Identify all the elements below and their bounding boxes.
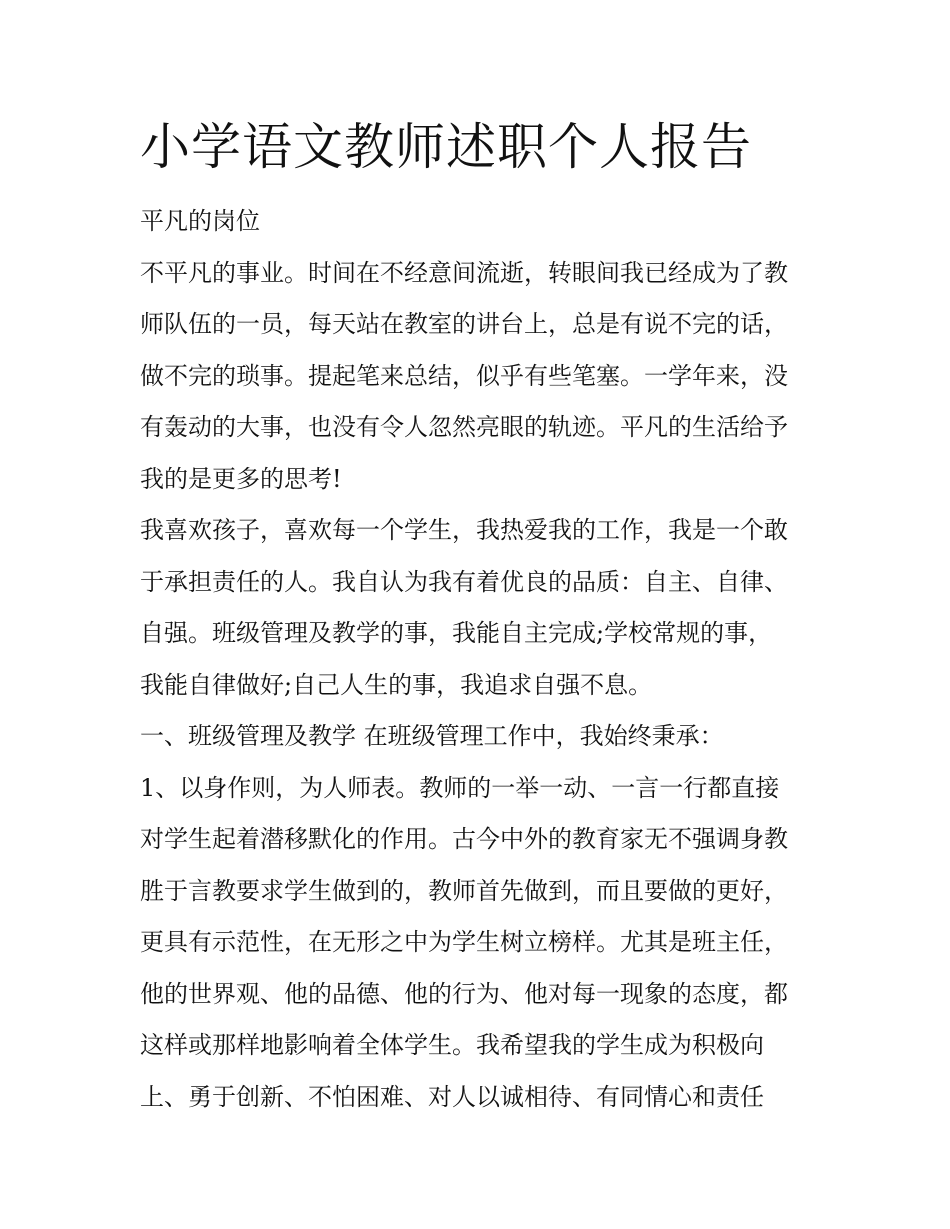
text-line: 一、班级管理及教学 在班级管理工作中，我始终秉承： [140,722,724,750]
text-line: 1、以身作则，为人师表。教师的一举一动、一言一行都直接 [140,773,780,802]
text-line: 师队伍的一员，每天站在教室的讲台上，总是有说不完的话， [140,310,788,338]
text-line: 我能自律做好;自己人生的事，我追求自强不息。 [140,670,653,699]
text-line: 平凡的岗位 [140,207,260,235]
text-line: 我的是更多的思考! [140,464,342,493]
text-line: 做不完的琐事。提起笔来总结，似乎有些笔塞。一学年来，没 [140,361,788,390]
text-line: 我喜欢孩子，喜欢每一个学生，我热爱我的工作，我是一个敢 [140,516,788,544]
document-title: 小学语文教师述职个人报告 [140,118,752,176]
text-line: 胜于言教要求学生做到的，教师首先做到，而且要做的更好， [140,876,788,905]
text-line: 这样或那样地影响着全体学生。我希望我的学生成为积极向 [140,1031,764,1059]
text-line: 自强。班级管理及教学的事，我能自主完成;学校常规的事， [140,619,773,647]
document-body [140,196,830,1123]
text-line: 上、勇于创新、不怕困难、对人以诚相待、有同情心和责任 [140,1082,764,1111]
text-line: 对学生起着潜移默化的作用。古今中外的教育家无不强调身教 [140,825,788,853]
text-line: 于承担责任的人。我自认为我有着优良的品质：自主、自律、 [140,567,788,596]
text-line: 有轰动的大事，也没有令人忽然亮眼的轨迹。平凡的生活给予 [140,413,788,441]
text-line: 他的世界观、他的品德、他的行为、他对每一现象的态度，都 [140,979,788,1008]
text-line: 更具有示范性，在无形之中为学生树立榜样。尤其是班主任， [140,928,788,956]
text-line: 不平凡的事业。时间在不经意间流逝，转眼间我已经成为了教 [140,258,788,287]
